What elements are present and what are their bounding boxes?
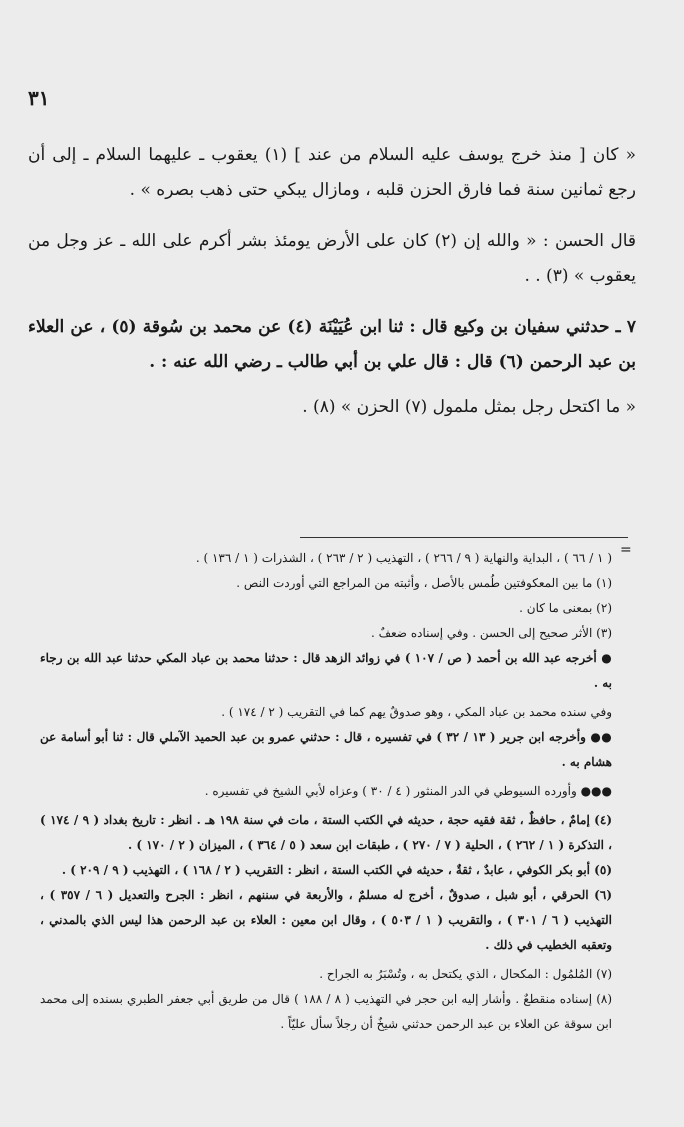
page-number: ٣١ <box>28 86 50 110</box>
footnote: (٦) الحرقي ، أبو شبل ، صدوقٌ ، أخرج له مسلمٌ ، والأربعة في سننهم ، انظر : الجرح والتعديل ( ٦ / ٣٥٧ ) ، التهذيب ( ٦ / ٣٠١ ) ، والتقريب ( ١ / ٥٠٣ ) ، وقال ابن معين : العلاء بن عبد الرحمن هذا ليس الذي بالمدني ، وتعقبه الخطيب في ذلك . <box>40 888 612 952</box>
main-text <box>28 138 636 441</box>
footnote: (٣) الأثر صحيح إلى الحسن . وفي إسناده ضعفٌ . <box>370 626 612 640</box>
footnote: (٢) بمعنى ما كان . <box>519 601 612 615</box>
footnote: ● أخرجه عبد الله بن أحمد ( ص / ١٠٧ ) في زوائد الزهد قال : حدثنا محمد بن عباد المكي حدثنا عبد الله بن رجاء به . <box>40 651 612 690</box>
footnote: (٨) إسناده منقطعٌ . وأشار إليه ابن حجر في التهذيب ( ٨ / ١٨٨ ) قال من طريق أبي جعفر الطبري بسنده إلى محمد ابن سوقة عن العلاء بن عبد الرحمن حدثني شيخٌ أن رجلاً سأل عليّاً . <box>40 992 613 1031</box>
footnote: ( ١ / ٦٦ ) ، البداية والنهاية ( ٩ / ٢٦٦ ) ، التهذيب ( ٢ / ٢٦٣ ) ، الشذرات ( ١ / ١٣٦ ) . <box>195 551 612 565</box>
footnote: ●● وأخرجه ابن جرير ( ١٣ / ٣٢ ) في تفسيره ، قال : حدثني عمرو بن عبد الحميد الآملي قال : ثنا أبو أسامة عن هشام به . <box>40 730 613 769</box>
footnote-continuation-mark: = <box>620 542 632 558</box>
main-paragraph: « كان [ منذ خرج يوسف عليه السلام من عند ] (١) يعقوب ـ عليهما السلام ـ إلى أن رجع ثمانين سنة فما فارق الحزن قلبه ، ومازال يبكي حتى ذهب بصره » . <box>28 145 636 200</box>
footnote: (١) ما بين المعكوفتين طُمس بالأصل ، وأثبته من المراجع التي أوردت النص . <box>236 576 612 590</box>
footnotes <box>40 546 612 1037</box>
main-paragraph: قال الحسن : « والله إن (٢) كان على الأرض يومئذ بشر أكرم على الله ـ عز وجل من يعقوب » (٣) . . <box>28 231 636 286</box>
footnote: (٥) أبو بكر الكوفي ، عابدٌ ، ثقةٌ ، حديثه في الكتب الستة ، انظر : التقريب ( ٢ / ١٦٨ ) ، التهذيب ( ٩ / ٢٠٩ ) . <box>61 863 612 877</box>
footnote: وفي سنده محمد بن عباد المكي ، وهو صدوقٌ يهم كما في التقريب ( ٢ / ١٧٤ ) . <box>221 705 612 719</box>
footnote: (٤) إمامٌ ، حافظٌ ، ثقة فقيه حجة ، حديثه في الكتب الستة ، مات في سنة ١٩٨ هـ . انظر : تاريخ بغداد ( ٩ / ١٧٤ ) ، التذكرة ( ١ / ٢٦٢ ) ، الحلية ( ٧ / ٢٧٠ ) ، طبقات ابن سعد ( ٥ / ٣٦٤ ) ، الميزان ( ٢ / ١٧٠ ) . <box>40 813 612 852</box>
footnote-divider <box>300 537 628 538</box>
main-paragraph: ٧ ـ حدثني سفيان بن وكيع قال : ثنا ابن عُيَيْنَة (٤) عن محمد بن سُوقة (٥) ، عن العلاء بن عبد الرحمن (٦) قال : قال علي بن أبي طالب ـ رضي الله عنه : . <box>28 317 636 372</box>
footnote: ●●● وأورده السيوطي في الدر المنثور ( ٤ / ٣٠ ) وعزاه لأبي الشيخ في تفسيره . <box>204 784 612 798</box>
main-paragraph: « ما اكتحل رجل بمثل ملمول (٧) الحزن » (٨) . <box>302 397 636 417</box>
footnote: (٧) المُلمُول : المكحال ، الذي يكتحل به ، وتُسْبَرُ به الجراح . <box>319 967 612 981</box>
